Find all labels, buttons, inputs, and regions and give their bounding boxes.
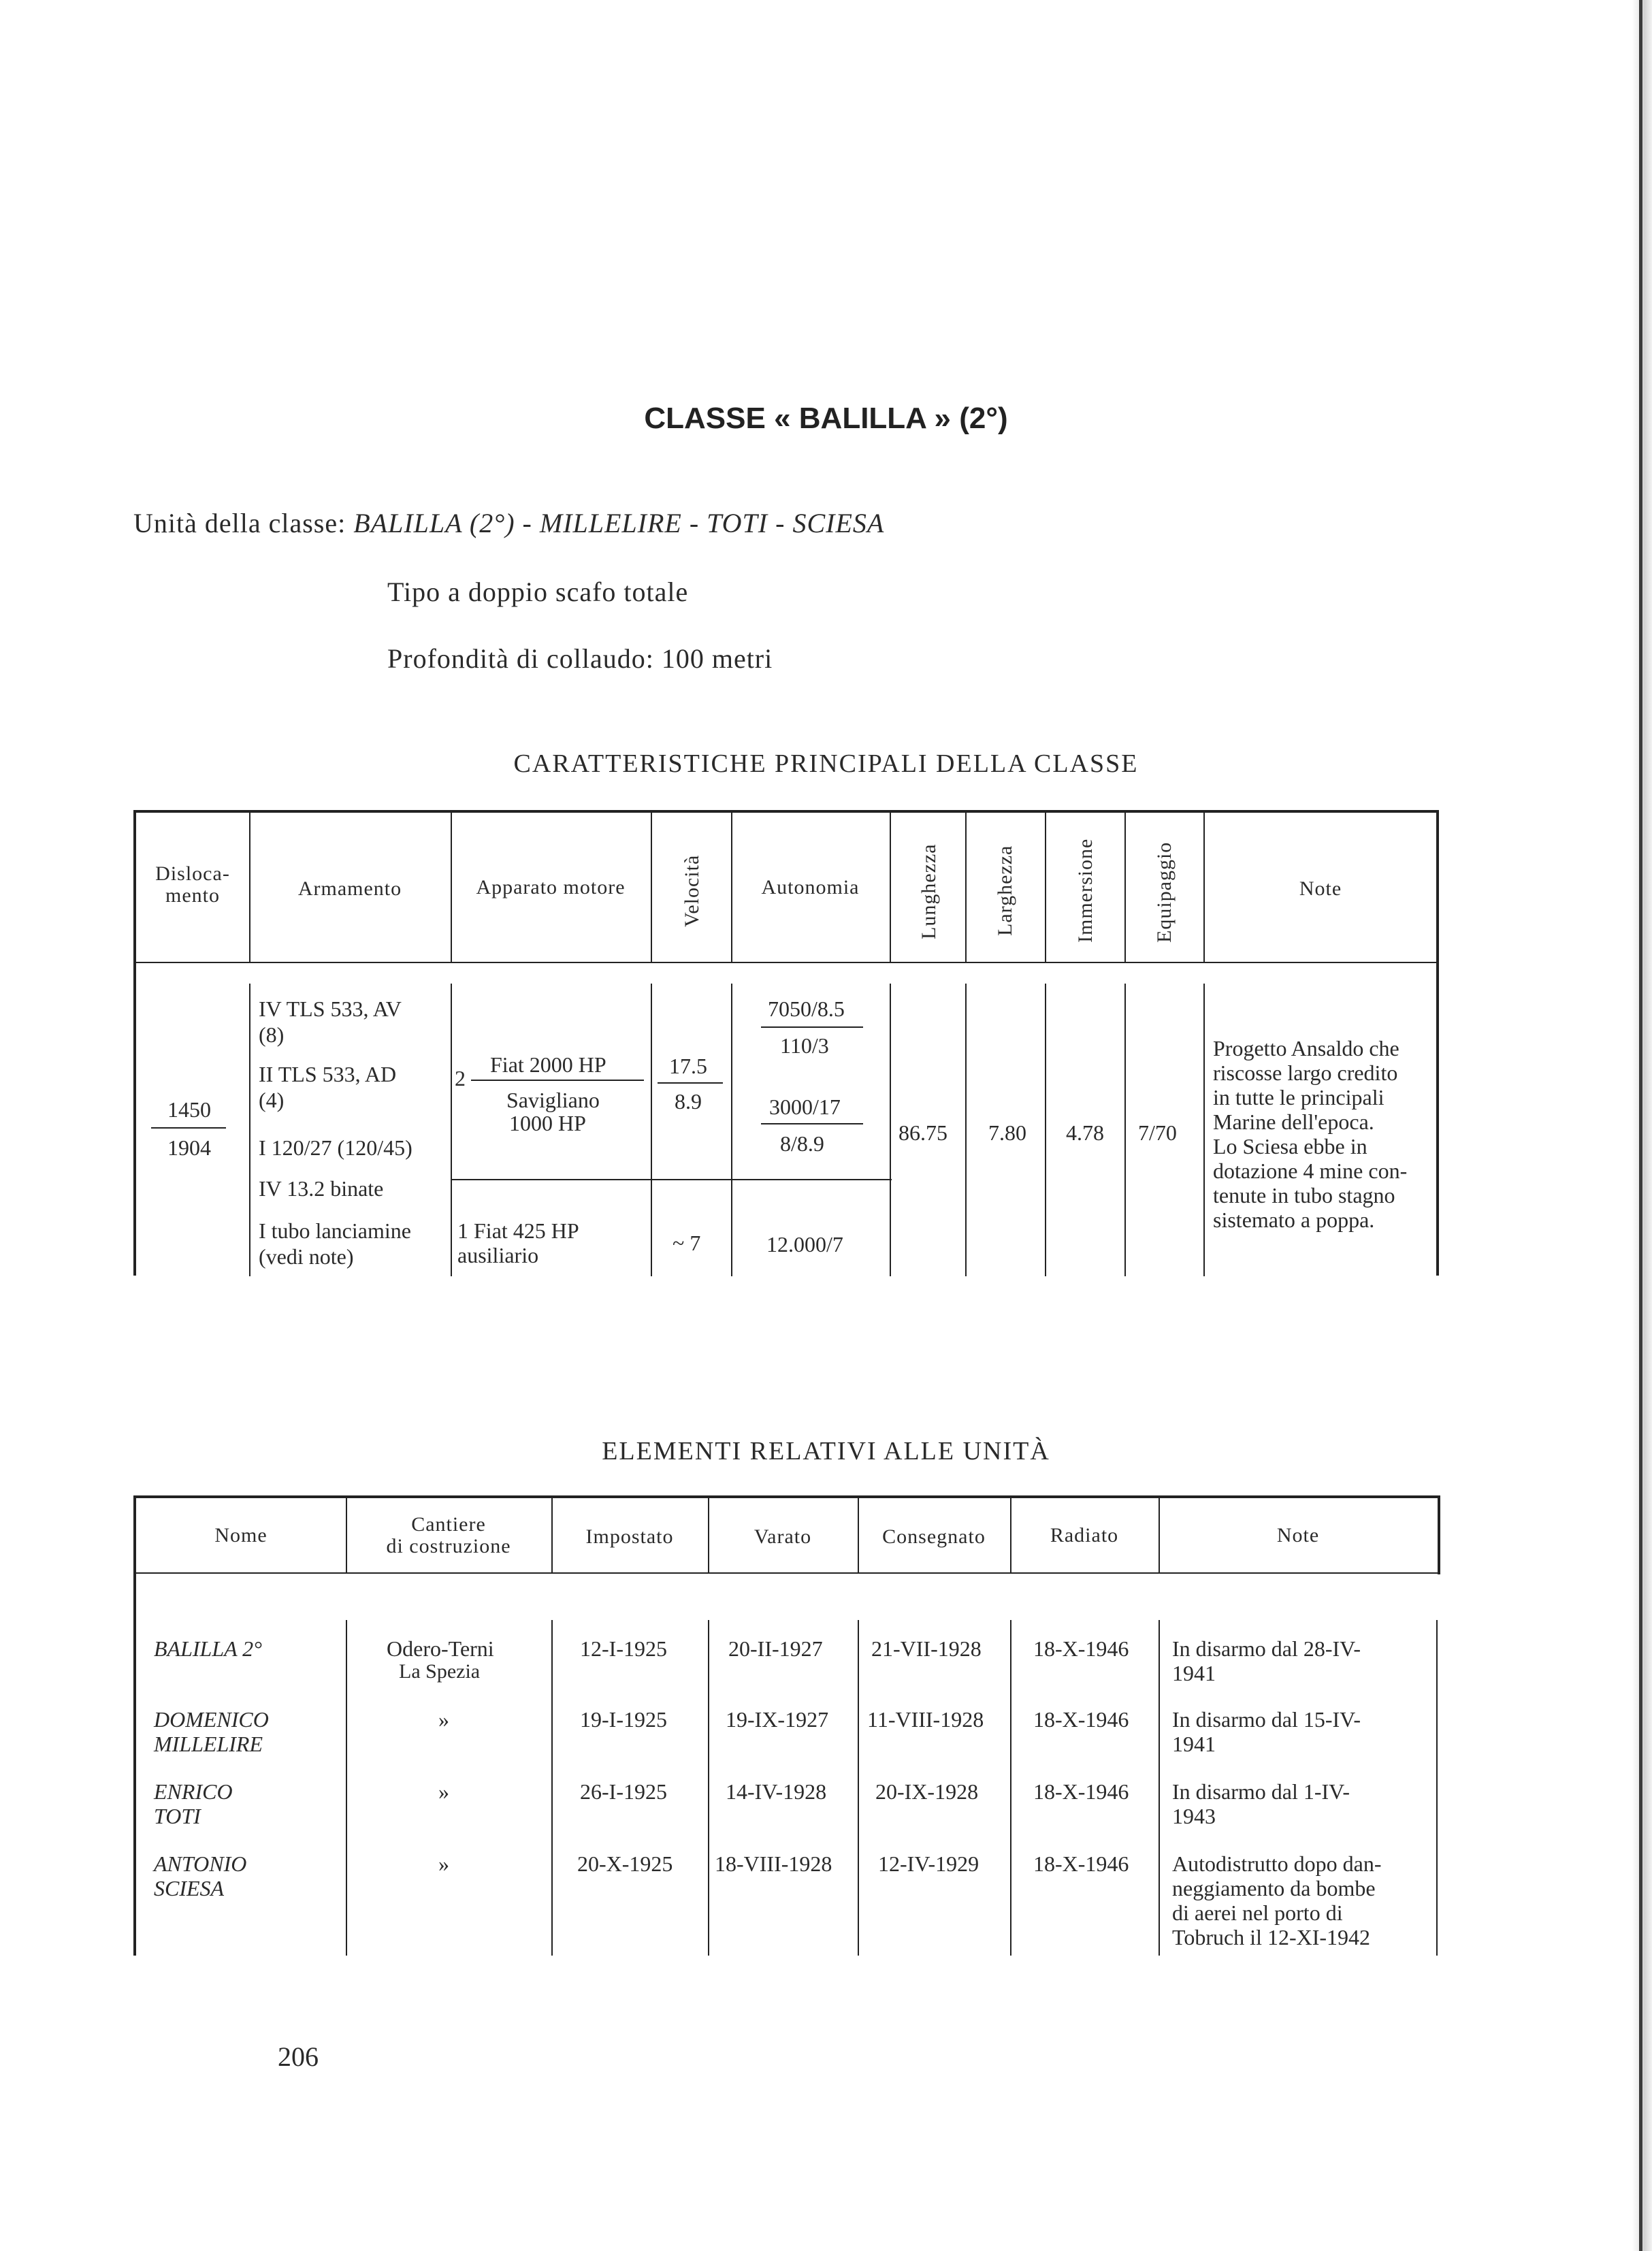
equipaggio-value: 7/70 (1138, 1120, 1177, 1145)
header-cantiere-line2: di costruzione (386, 1535, 511, 1557)
unit-launched: 18-VIII-1928 (715, 1851, 832, 1876)
header-armamento: Armamento (297, 877, 402, 900)
note-line: in tutte le principali (1213, 1085, 1384, 1110)
unit-decommissioned: 18-X-1946 (1033, 1779, 1129, 1804)
dislocamento-submerged: 1904 (167, 1135, 211, 1160)
unit-name: SCIESA (154, 1876, 225, 1900)
unit-launched: 14-IV-1928 (726, 1779, 827, 1804)
apparato-aux-label: ausiliario (457, 1243, 539, 1267)
unit-note: In disarmo dal 15-IV- (1172, 1707, 1361, 1732)
armamento-line: IV 13.2 binate (259, 1176, 384, 1201)
note-line: Lo Sciesa ebbe in (1213, 1134, 1367, 1159)
header-cantiere (346, 1514, 551, 1557)
velocita-surface: 17.5 (669, 1054, 707, 1078)
unit-note: 1941 (1172, 1732, 1216, 1756)
lunghezza-value: 86.75 (898, 1120, 948, 1145)
header-equipaggio: Equipaggio (1153, 841, 1176, 943)
unit-launched: 20-II-1927 (728, 1636, 823, 1661)
unit-shipyard: » (438, 1779, 449, 1804)
header-note: Note (1299, 877, 1342, 900)
unit-launched: 19-IX-1927 (726, 1707, 829, 1732)
header-apparato-motore: Apparato motore (476, 876, 626, 898)
unit-shipyard: Odero-Terni (387, 1636, 494, 1661)
header-larghezza: Larghezza (994, 845, 1016, 936)
apparato-count: 2 (455, 1066, 466, 1090)
units-list: BALILLA (2°) - MILLELIRE - TOTI - SCIESA (353, 508, 885, 538)
velocita-aux: ~ 7 (673, 1231, 701, 1255)
unit-decommissioned: 18-X-1946 (1033, 1707, 1129, 1732)
unit-note: In disarmo dal 1-IV- (1172, 1779, 1350, 1804)
header-nome: Nome (214, 1524, 268, 1546)
header-immersione: Immersione (1074, 838, 1097, 943)
note-line: Progetto Ansaldo che (1213, 1036, 1399, 1060)
unit-name: MILLELIRE (154, 1732, 263, 1756)
armamento-line: (vedi note) (259, 1244, 354, 1269)
units-label: Unità della classe: (133, 508, 346, 538)
header-autonomia: Autonomia (761, 876, 860, 898)
header-lunghezza: Lunghezza (918, 843, 940, 939)
unit-note: di aerei nel porto di (1172, 1900, 1343, 1925)
unit-name: TOTI (154, 1804, 201, 1828)
unit-note: 1943 (1172, 1804, 1216, 1828)
autonomia-submerged-1: 110/3 (780, 1033, 829, 1058)
unit-note: In disarmo dal 28-IV- (1172, 1636, 1361, 1661)
unit-name: ENRICO (154, 1779, 233, 1804)
unit-laid-down: 19-I-1925 (580, 1707, 667, 1732)
autonomia-surface-1: 7050/8.5 (768, 997, 845, 1021)
header-note-units: Note (1276, 1524, 1320, 1546)
unit-note: Tobruch il 12-XI-1942 (1172, 1925, 1371, 1949)
armamento-line: I 120/27 (120/45) (259, 1135, 412, 1160)
apparato-diesel: Fiat 2000 HP (490, 1052, 606, 1077)
header-impostato: Impostato (585, 1525, 674, 1548)
note-line: dotazione 4 mine con- (1213, 1159, 1408, 1183)
units-section-title: ELEMENTI RELATIVI ALLE UNITÀ (602, 1437, 1050, 1465)
header-cantiere-line1: Cantiere (411, 1513, 486, 1536)
unit-delivered: 12-IV-1929 (878, 1851, 979, 1876)
apparato-electric-power: 1000 HP (509, 1111, 586, 1135)
autonomia-submerged-2: 8/8.9 (780, 1131, 824, 1156)
page-number: 206 (278, 2041, 319, 2072)
header-dislocamento: Disloca- mento (155, 862, 230, 907)
unit-note: neggiamento da bombe (1172, 1876, 1376, 1900)
unit-delivered: 21-VII-1928 (871, 1636, 982, 1661)
header-varato: Varato (754, 1525, 812, 1548)
armamento-line: II TLS 533, AD (259, 1062, 397, 1086)
note-line: Marine dell'epoca. (1213, 1110, 1374, 1134)
header-radiato: Radiato (1050, 1524, 1119, 1546)
page-binding-line (1639, 0, 1642, 2251)
note-line: sistemato a poppa. (1213, 1208, 1375, 1232)
unit-decommissioned: 18-X-1946 (1033, 1636, 1129, 1661)
header-velocita: Velocità (681, 854, 703, 927)
unit-delivered: 11-VIII-1928 (867, 1707, 984, 1732)
dislocamento-surface: 1450 (167, 1097, 211, 1122)
unit-delivered: 20-IX-1928 (875, 1779, 979, 1804)
armamento-line: (8) (259, 1022, 285, 1047)
unit-laid-down: 12-I-1925 (580, 1636, 667, 1661)
apparato-aux-engine: 1 Fiat 425 HP (457, 1218, 579, 1243)
test-depth-line: Profondità di collaudo: 100 metri (387, 643, 773, 674)
unit-laid-down: 26-I-1925 (580, 1779, 667, 1804)
page-title: CLASSE « BALILLA » (2°) (644, 402, 1008, 435)
unit-shipyard: » (438, 1851, 449, 1876)
note-line: tenute in tubo stagno (1213, 1183, 1395, 1208)
class-units-line (133, 507, 884, 539)
unit-name: ANTONIO (154, 1851, 247, 1876)
apparato-electric-maker: Savigliano (506, 1088, 600, 1112)
unit-shipyard: » (438, 1707, 449, 1732)
armamento-line: IV TLS 533, AV (259, 997, 402, 1021)
velocita-submerged: 8.9 (675, 1089, 702, 1114)
characteristics-section-title: CARATTERISTICHE PRINCIPALI DELLA CLASSE (513, 749, 1139, 778)
armamento-line: (4) (259, 1088, 285, 1112)
note-line: riscosse largo credito (1213, 1060, 1398, 1085)
autonomia-surface-2: 3000/17 (769, 1095, 841, 1119)
unit-name: BALILLA 2° (154, 1636, 262, 1661)
unit-decommissioned: 18-X-1946 (1033, 1851, 1129, 1876)
unit-note: 1941 (1172, 1661, 1216, 1685)
hull-type-line: Tipo a doppio scafo totale (387, 577, 689, 607)
unit-note: Autodistrutto dopo dan- (1172, 1851, 1382, 1876)
larghezza-value: 7.80 (988, 1120, 1026, 1145)
header-consegnato: Consegnato (882, 1525, 986, 1548)
armamento-line: I tubo lanciamine (259, 1218, 411, 1243)
unit-laid-down: 20-X-1925 (577, 1851, 673, 1876)
unit-shipyard-location: La Spezia (399, 1660, 481, 1683)
immersione-value: 4.78 (1066, 1120, 1104, 1145)
autonomia-aux: 12.000/7 (766, 1232, 843, 1257)
unit-name: DOMENICO (154, 1707, 269, 1732)
